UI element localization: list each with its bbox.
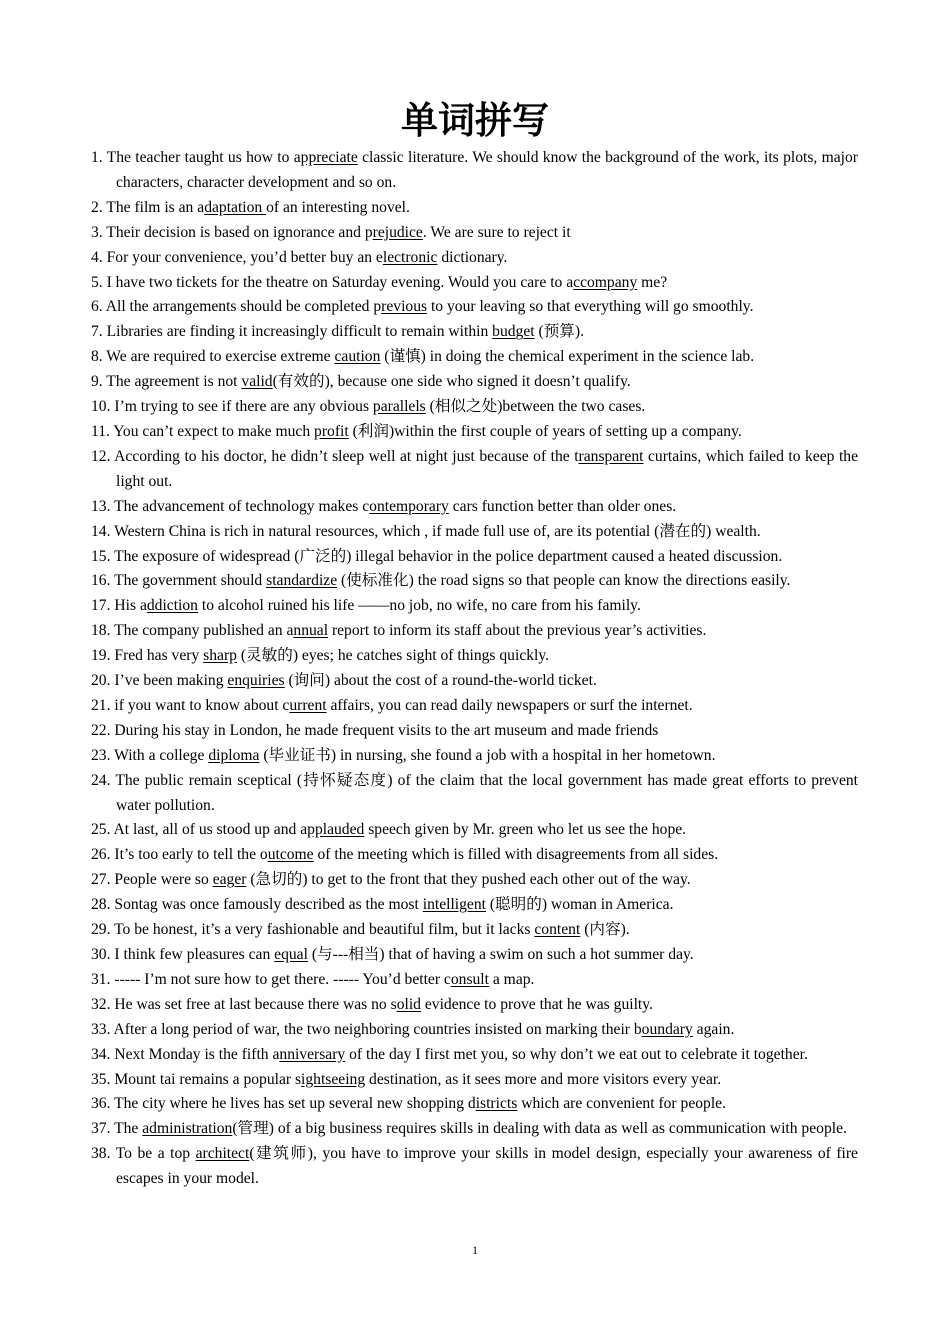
exercise-item: [91, 619, 858, 644]
exercise-item: [91, 545, 858, 570]
answer-word: rejudice: [372, 223, 423, 241]
sentence-text: 37. The: [91, 1120, 143, 1138]
exercise-item: [91, 1018, 858, 1043]
sentence-text: speech given by Mr. green who let us see the hope.: [364, 821, 687, 839]
answer-word: diploma: [208, 746, 260, 764]
exercise-item: [91, 520, 858, 545]
sentence-text: 5. I have two tickets for the theatre on Saturday evening. Would you care to a: [91, 273, 574, 291]
exercise-item: [91, 993, 858, 1018]
answer-word: administration: [142, 1120, 233, 1138]
exercise-item: [91, 345, 858, 370]
answer-word: enquiries: [227, 672, 285, 690]
answer-word: onsult: [450, 970, 489, 988]
sentence-text: (建筑师), you have to improve your skills in model design, especially your awareness of fire escapes in your model.: [116, 1145, 858, 1188]
sentence-text: 25. At last, all of us stood up and a: [91, 821, 308, 839]
sentence-text: 9. The agreement is not: [91, 373, 242, 391]
exercise-list: [91, 146, 858, 1192]
exercise-item: [91, 196, 858, 221]
exercise-item: [91, 868, 858, 893]
sentence-text: 34. Next Monday is the fifth a: [91, 1045, 280, 1063]
sentence-text: 12. According to his doctor, he didn’t sleep well at night just because of the t: [91, 447, 579, 465]
sentence-text: 10. I’m trying to see if there are any obvious: [91, 398, 373, 416]
sentence-text: 28. Sontag was once famously described as the most: [91, 896, 423, 914]
sentence-text: (毕业证书) in nursing, she found a job with a hospital in her hometown.: [259, 746, 716, 764]
sentence-text: of the day I first met you, so why don’t we eat out to celebrate it together.: [345, 1045, 808, 1063]
sentence-text: 3. Their decision is based on ignorance and p: [91, 223, 373, 241]
answer-word: ransparent: [578, 447, 644, 465]
sentence-text: 19. Fred has very: [91, 647, 204, 665]
answer-word: utcome: [267, 846, 314, 864]
answer-word: caution: [334, 348, 381, 366]
answer-word: revious: [381, 298, 428, 316]
exercise-item: [91, 221, 858, 246]
exercise-item: [91, 1068, 858, 1093]
answer-word: urrent: [289, 696, 327, 714]
exercise-item: [91, 569, 858, 594]
exercise-item: [91, 445, 858, 495]
sentence-text: (内容).: [580, 921, 630, 939]
sentence-text: 35. Mount tai remains a popular s: [91, 1070, 302, 1088]
exercise-item: [91, 893, 858, 918]
sentence-text: (聪明的) woman in America.: [485, 896, 674, 914]
sentence-text: of an interesting novel.: [266, 198, 410, 216]
sentence-text: 13. The advancement of technology makes c: [91, 497, 370, 515]
answer-word: parallels: [372, 398, 426, 416]
answer-word: ightseeing: [301, 1070, 366, 1088]
exercise-item: [91, 594, 858, 619]
sentence-text: 38. To be a top: [91, 1145, 196, 1163]
sentence-text: 31. ----- I’m not sure how to get there. ----- You’d better c: [91, 970, 451, 988]
sentence-text: 17. His a: [91, 597, 147, 615]
exercise-item: [91, 420, 858, 445]
sentence-text: curtains, which failed to keep the light out.: [116, 447, 858, 490]
sentence-text: classic literature. We should know the background of the work, its plots, major characters, character development and so on.: [116, 149, 858, 191]
sentence-text: 16. The government should: [91, 572, 267, 590]
answer-word: sharp: [203, 647, 237, 665]
sentence-text: of the meeting which is filled with disagreements from all sides.: [313, 846, 719, 864]
sentence-text: 1. The teacher taught us how to a: [91, 149, 301, 166]
sentence-text: to alcohol ruined his life ——no job, no wife, no care from his family.: [197, 597, 641, 615]
exercise-item: [91, 918, 858, 943]
sentence-text: 23. With a college: [91, 746, 209, 764]
exercise-item: [91, 968, 858, 993]
sentence-text: evidence to prove that he was guilty.: [420, 995, 653, 1013]
sentence-text: (急切的) to get to the front that they pushed each other out of the way.: [246, 871, 691, 889]
sentence-text: destination, as it sees more and more visitors every year.: [365, 1070, 722, 1088]
sentence-text: . We are sure to reject it: [422, 223, 571, 241]
answer-word: olid: [396, 995, 421, 1013]
sentence-text: 33. After a long period of war, the two neighboring countries insisted on marking their b: [91, 1020, 642, 1038]
answer-word: oundary: [641, 1020, 693, 1038]
sentence-text: (询问) about the cost of a round-the-world ticket.: [284, 672, 597, 690]
sentence-text: 6. All the arrangements should be completed p: [91, 298, 382, 316]
sentence-text: 27. People were so: [91, 871, 213, 889]
exercise-item: [91, 370, 858, 395]
sentence-text: (有效的), because one side who signed it doesn’t qualify.: [272, 373, 631, 391]
sentence-text: again.: [692, 1020, 735, 1038]
exercise-item: [91, 1092, 858, 1117]
answer-word: architect: [195, 1145, 250, 1163]
answer-word: eager: [212, 871, 247, 889]
exercise-item: [91, 943, 858, 968]
sentence-text: 4. For your convenience, you’d better buy an e: [91, 248, 383, 266]
answer-word: budget: [492, 323, 535, 341]
answer-word: ppreciate: [300, 149, 358, 166]
sentence-text: 11. You can’t expect to make much: [91, 422, 315, 440]
sentence-text: to your leaving so that everything will go smoothly.: [427, 298, 754, 316]
sentence-text: affairs, you can read daily newspapers or surf the internet.: [326, 696, 693, 714]
sentence-text: 2. The film is an a: [91, 198, 205, 216]
exercise-item: [91, 769, 858, 819]
exercise-item: [91, 744, 858, 769]
answer-word: nniversary: [279, 1045, 346, 1063]
sentence-text: (与---相当) that of having a swim on such a hot summer day.: [307, 946, 694, 963]
sentence-text: (预算).: [534, 323, 584, 341]
sentence-text: 30. I think few pleasures can: [91, 946, 275, 963]
exercise-item: [91, 295, 858, 320]
exercise-item: [91, 818, 858, 843]
sentence-text: 20. I’ve been making: [91, 672, 228, 690]
exercise-item: [91, 246, 858, 271]
sentence-text: 26. It’s too early to tell the o: [91, 846, 268, 864]
sentence-text: which are convenient for people.: [517, 1095, 726, 1113]
sentence-text: 36. The city where he lives has set up several new shopping d: [91, 1095, 476, 1113]
exercise-item: [91, 146, 858, 196]
answer-word: daptation: [204, 198, 267, 216]
exercise-item: [91, 1117, 858, 1142]
sentence-text: me?: [637, 273, 668, 291]
answer-word: valid: [241, 373, 273, 391]
sentence-text: 18. The company published an a: [91, 622, 294, 640]
answer-word: equal: [274, 946, 308, 963]
sentence-text: (使标准化) the road signs so that people can know the directions easily.: [337, 572, 791, 590]
page-title: 单词拼写: [401, 99, 549, 142]
answer-word: ontemporary: [369, 497, 449, 515]
exercise-item: [91, 644, 858, 669]
sentence-text: 8. We are required to exercise extreme: [91, 348, 335, 366]
exercise-item: [91, 1142, 858, 1192]
exercise-item: [91, 694, 858, 719]
sentence-text: 15. The exposure of widespread (广泛的) illegal behavior in the police department caused a heated discussion.: [91, 547, 783, 565]
sentence-text: a map.: [488, 970, 535, 988]
sentence-text: 24. The public remain sceptical (持怀疑态度) of the claim that the local government has made great efforts to prevent water pollution.: [91, 771, 858, 814]
sentence-text: 21. if you want to know about c: [91, 696, 290, 714]
sentence-text: 7. Libraries are finding it increasingly difficult to remain within: [91, 323, 493, 341]
sentence-text: (管理) of a big business requires skills in dealing with data as well as communication with people.: [232, 1120, 847, 1138]
sentence-text: 14. Western China is rich in natural resources, which , if made full use of, are its potential (潜在的) wealth.: [91, 522, 761, 540]
answer-word: profit: [314, 422, 349, 440]
answer-word: pplauded: [307, 821, 365, 839]
answer-word: istricts: [475, 1095, 518, 1113]
exercise-item: [91, 1043, 858, 1068]
answer-word: content: [534, 921, 581, 939]
sentence-text: 22. During his stay in London, he made frequent visits to the art museum and made friends: [91, 721, 659, 739]
answer-word: ddiction: [146, 597, 198, 615]
exercise-item: [91, 669, 858, 694]
sentence-text: (利润)within the first couple of years of setting up a company.: [348, 422, 742, 440]
answer-word: lectronic: [382, 248, 438, 266]
answer-word: ccompany: [573, 273, 638, 291]
sentence-text: cars function better than older ones.: [448, 497, 677, 515]
sentence-text: report to inform its staff about the previous year’s activities.: [328, 622, 707, 640]
answer-word: nnual: [293, 622, 329, 640]
exercise-item: [91, 495, 858, 520]
answer-word: intelligent: [422, 896, 486, 914]
sentence-text: dictionary.: [437, 248, 508, 266]
sentence-text: (相似之处)between the two cases.: [425, 398, 646, 416]
exercise-item: [91, 719, 858, 744]
answer-word: standardize: [266, 572, 338, 590]
sentence-text: 32. He was set free at last because there was no s: [91, 995, 397, 1013]
sentence-text: 29. To be honest, it’s a very fashionable and beautiful film, but it lacks: [91, 921, 535, 939]
exercise-item: [91, 271, 858, 296]
exercise-item: [91, 395, 858, 420]
page-number: 1: [472, 1243, 478, 1257]
sentence-text: (谨慎) in doing the chemical experiment in the science lab.: [380, 348, 755, 366]
sentence-text: (灵敏的) eyes; he catches sight of things quickly.: [236, 647, 550, 665]
exercise-item: [91, 843, 858, 868]
exercise-item: [91, 320, 858, 345]
